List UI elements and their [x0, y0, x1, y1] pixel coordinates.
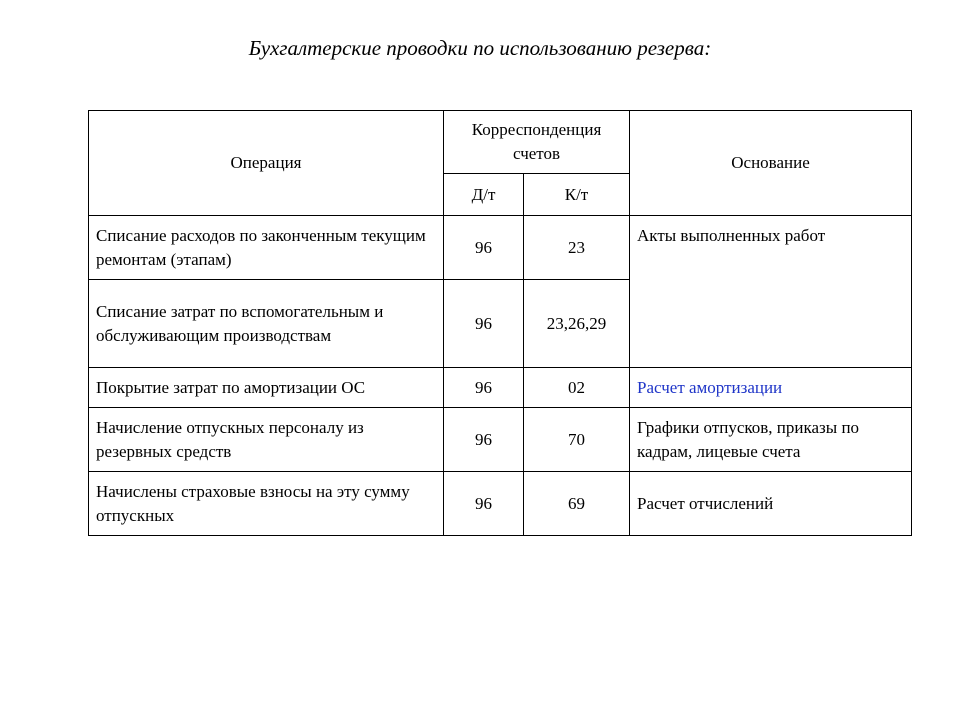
- operation-cell: Списание расходов по законченным текущим ремонтам (этапам): [89, 216, 444, 280]
- credit-cell: 23: [524, 216, 630, 280]
- debit-cell: 96: [444, 472, 524, 536]
- debit-cell: 96: [444, 216, 524, 280]
- table-row: [89, 408, 912, 472]
- table-row: [89, 472, 912, 536]
- basis-cell-link[interactable]: Расчет амортизации: [630, 368, 912, 408]
- basis-cell: Графики отпусков, приказы по кадрам, лицевые счета: [630, 408, 912, 472]
- header-row: [89, 111, 912, 174]
- basis-cell: Акты выполненных работ: [630, 216, 912, 368]
- slide-title: Бухгалтерские проводки по использованию резерва:: [248, 36, 712, 60]
- header-credit: К/т: [524, 174, 630, 216]
- basis-cell: Расчет отчислений: [630, 472, 912, 536]
- debit-cell: 96: [444, 408, 524, 472]
- accounting-entries-table: [88, 110, 912, 536]
- header-correspondence: Корреспонденция счетов: [444, 111, 630, 174]
- credit-cell: 70: [524, 408, 630, 472]
- table-row: [89, 368, 912, 408]
- debit-cell: 96: [444, 368, 524, 408]
- credit-cell: 02: [524, 368, 630, 408]
- debit-cell: 96: [444, 280, 524, 368]
- operation-cell: Начислены страховые взносы на эту сумму отпускных: [89, 472, 444, 536]
- operation-cell: Начисление отпускных персоналу из резервных средств: [89, 408, 444, 472]
- credit-cell: 23,26,29: [524, 280, 630, 368]
- operation-cell: Покрытие затрат по амортизации ОС: [89, 368, 444, 408]
- header-basis: Основание: [630, 111, 912, 216]
- header-operation: Операция: [89, 111, 444, 216]
- credit-cell: 69: [524, 472, 630, 536]
- table-row: [89, 216, 912, 280]
- operation-cell: Списание затрат по вспомогательным и обслуживающим производствам: [89, 280, 444, 368]
- header-debit: Д/т: [444, 174, 524, 216]
